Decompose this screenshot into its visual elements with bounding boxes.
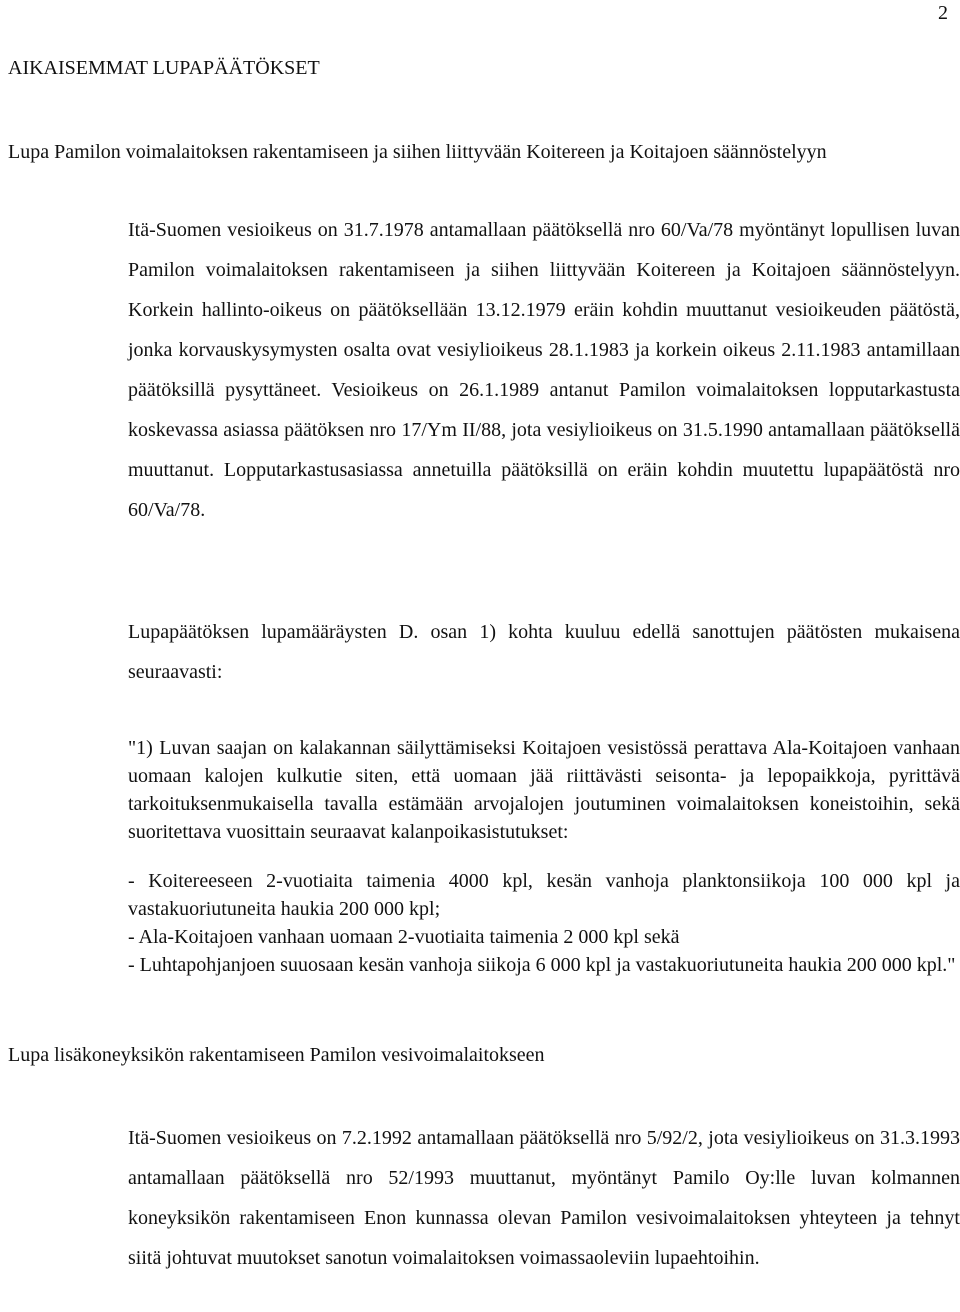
paragraph-additional-unit-decision: Itä-Suomen vesioikeus on 7.2.1992 antamallaan päätöksellä nro 5/92/2, jota vesiylioikeus on 31.3.1993 antamallaan päätöksellä nro 52/1993 muuttanut, myöntänyt Pamilo Oy:lle luvan kolmannen koneyksikön rakentamiseen Enon kunnassa olevan Pamilon vesivoimalaitoksen yhteyteen ja tehnyt siitä johtuvat muutokset sanotun voimalaitoksen voimassaoleviin lupaehtoihin. [128,1127,960,1269]
stocking-list-item: - Koitereeseen 2-vuotiaita taimenia 4000 kpl, kesän vanhoja planktonsiikoja 100 000 kpl ja vastakuoriutuneita haukia 200 000 kpl; [128,870,960,920]
quoted-license-condition: "1) Luvan saajan on kalakannan säilyttämiseksi Koitajoen vesistössä perattava Ala-Koitajoen vanhaan uomaan kalojen kulkutie siten, että uomaan jää riittävästi seisonta- ja lepopaikkoja, pyrittävä tarkoituksenmukaisella tavalla estämään arvojalojen joutuminen voimalaitoksen koneistoihin, sekä suoritettava vuosittain seuraavat kalanpoikasistutukset: [128,737,960,843]
stocking-list [128,867,960,979]
stocking-list-item: - Luhtapohjanjoen suuosaan kesän vanhoja siikoja 6 000 kpl ja vastakuoriutuneita haukia 200 000 kpl." [128,954,956,976]
paragraph-license-condition-intro: Lupapäätöksen lupamääräysten D. osan 1) kohta kuuluu edellä sanottujen päätösten mukaisena seuraavasti: [128,621,960,683]
page-number: 2 [938,2,948,24]
paragraph-previous-decisions: Itä-Suomen vesioikeus on 31.7.1978 antamallaan päätöksellä nro 60/Va/78 myöntänyt lopullisen luvan Pamilon voimalaitoksen rakentamiseen ja siihen liittyvään Koitereen ja Koitajoen säännöstelyyn. Korkein hallinto-oikeus on päätöksellään 13.12.1979 eräin kohdin muuttanut vesioikeuden päätöstä, jonka korvauskysymysten osalta ovat vesiylioikeus 28.1.1983 ja korkein oikeus 2.11.1983 antamillaan päätöksillä pysyttäneet. Vesioikeus on 26.1.1989 antanut Pamilon voimalaitoksen lopputarkastusta koskevassa asiassa päätöksen nro 17/Ym II/88, jota vesiylioikeus on 31.5.1990 antamallaan päätöksellä muuttanut. Lopputarkastusasiassa annetuilla päätöksillä on eräin kohdin muutettu lupapäätöstä nro 60/Va/78. [128,219,960,521]
section-title: AIKAISEMMAT LUPAPÄÄTÖKSET [8,57,320,79]
subsection-title-additional-unit: Lupa lisäkoneyksikön rakentamiseen Pamilon vesivoimalaitokseen [8,1044,545,1066]
stocking-list-item: - Ala-Koitajoen vanhaan uomaan 2-vuotiaita taimenia 2 000 kpl sekä [128,926,680,948]
subsection-title-pamilo-license: Lupa Pamilon voimalaitoksen rakentamiseen ja siihen liittyvään Koitereen ja Koitajoen säännöstelyyn [8,141,827,163]
